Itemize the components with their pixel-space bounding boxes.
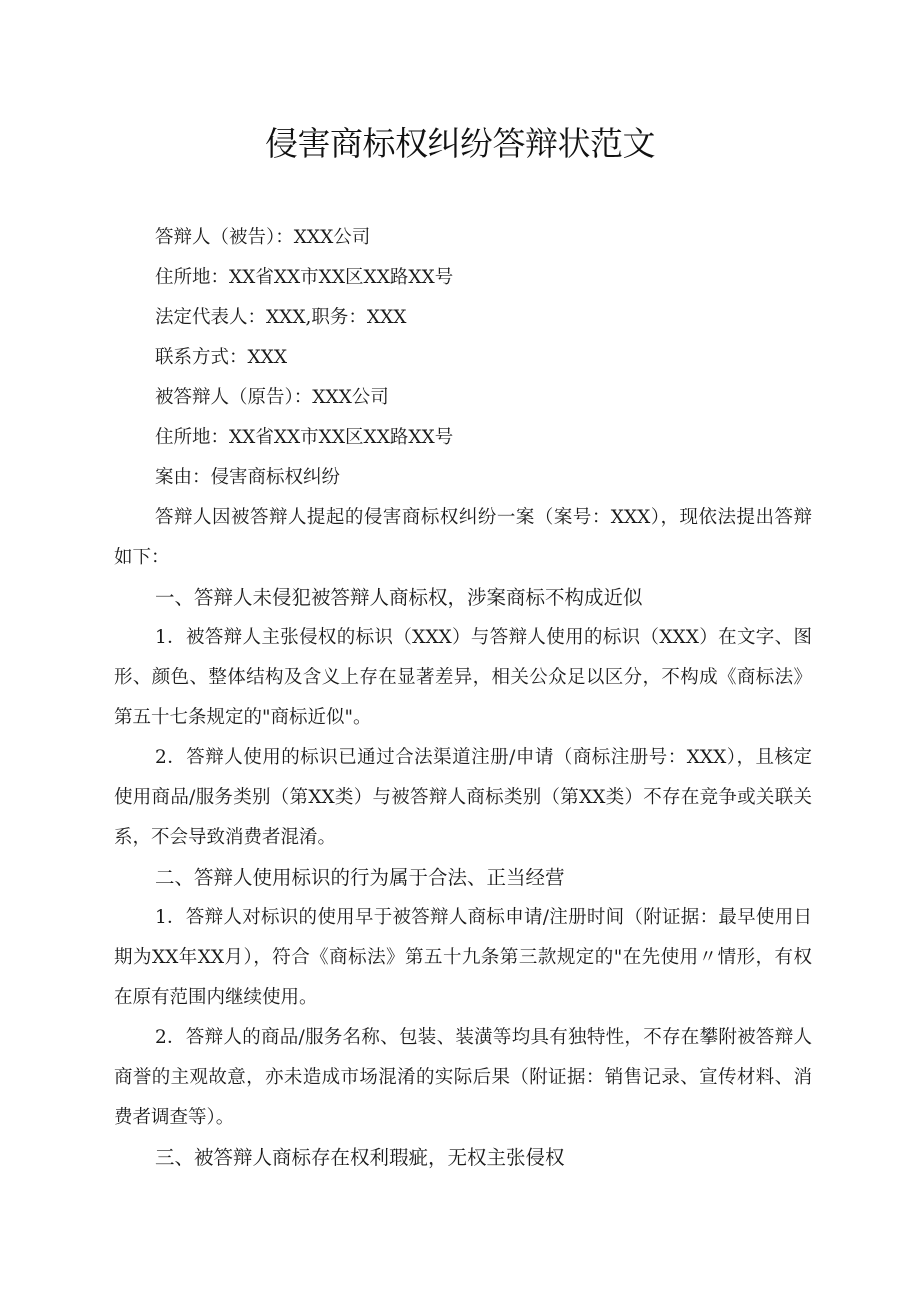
section-1-point-2: 2．答辩人使用的标识已通过合法渠道注册/申请（商标注册号：XXX），且核定使用商品/服务类别（第XX类）与被答辩人商标类别（第XX类）不存在竞争或关联关系，不会导致消费者混淆。	[114, 747, 812, 848]
respondent-line: 答辩人（被告）：XXX公司	[155, 227, 371, 248]
document-body	[114, 218, 812, 1178]
document-title: 侵害商标权纠纷答辩状范文	[265, 124, 655, 163]
contact-info: 联系方式：XXX	[155, 347, 288, 368]
section-2-point-2: 2．答辩人的商品/服务名称、包装、装潢等均具有独特性，不存在攀附被答辩人商誉的主观故意，亦未造成市场混淆的实际后果（附证据：销售记录、宣传材料、消费者调查等）。	[114, 1027, 812, 1128]
plaintiff-line: 被答辩人（原告）：XXX公司	[155, 387, 389, 408]
respondent-address: 住所地：XX省XX市XX区XX路XX号	[155, 267, 454, 288]
plaintiff-address: 住所地：XX省XX市XX区XX路XX号	[155, 427, 454, 448]
section-heading-3: 三、被答辩人商标存在权利瑕疵，无权主张侵权	[155, 1146, 565, 1169]
intro-paragraph: 答辩人因被答辩人提起的侵害商标权纠纷一案（案号：XXX），现依法提出答辩如下：	[114, 507, 812, 568]
section-2-point-1: 1．答辩人对标识的使用早于被答辩人商标申请/注册时间（附证据：最早使用日期为XX年XX月），符合《商标法》第五十九条第三款规定的"在先使用〃情形，有权在原有范围内继续使用。	[114, 907, 812, 1008]
legal-representative: 法定代表人：XXX,职务：XXX	[155, 307, 407, 328]
section-heading-1: 一、答辩人未侵犯被答辩人商标权，涉案商标不构成近似	[155, 586, 643, 609]
section-heading-2: 二、答辩人使用标识的行为属于合法、正当经营	[155, 866, 565, 889]
case-cause: 案由：侵害商标权纠纷	[155, 467, 341, 488]
section-1-point-1: 1．被答辩人主张侵权的标识（XXX）与答辩人使用的标识（XXX）在文字、图形、颜色、整体结构及含义上存在显著差异，相关公众足以区分，不构成《商标法》第五十七条规定的"商标近似"。	[114, 627, 812, 728]
